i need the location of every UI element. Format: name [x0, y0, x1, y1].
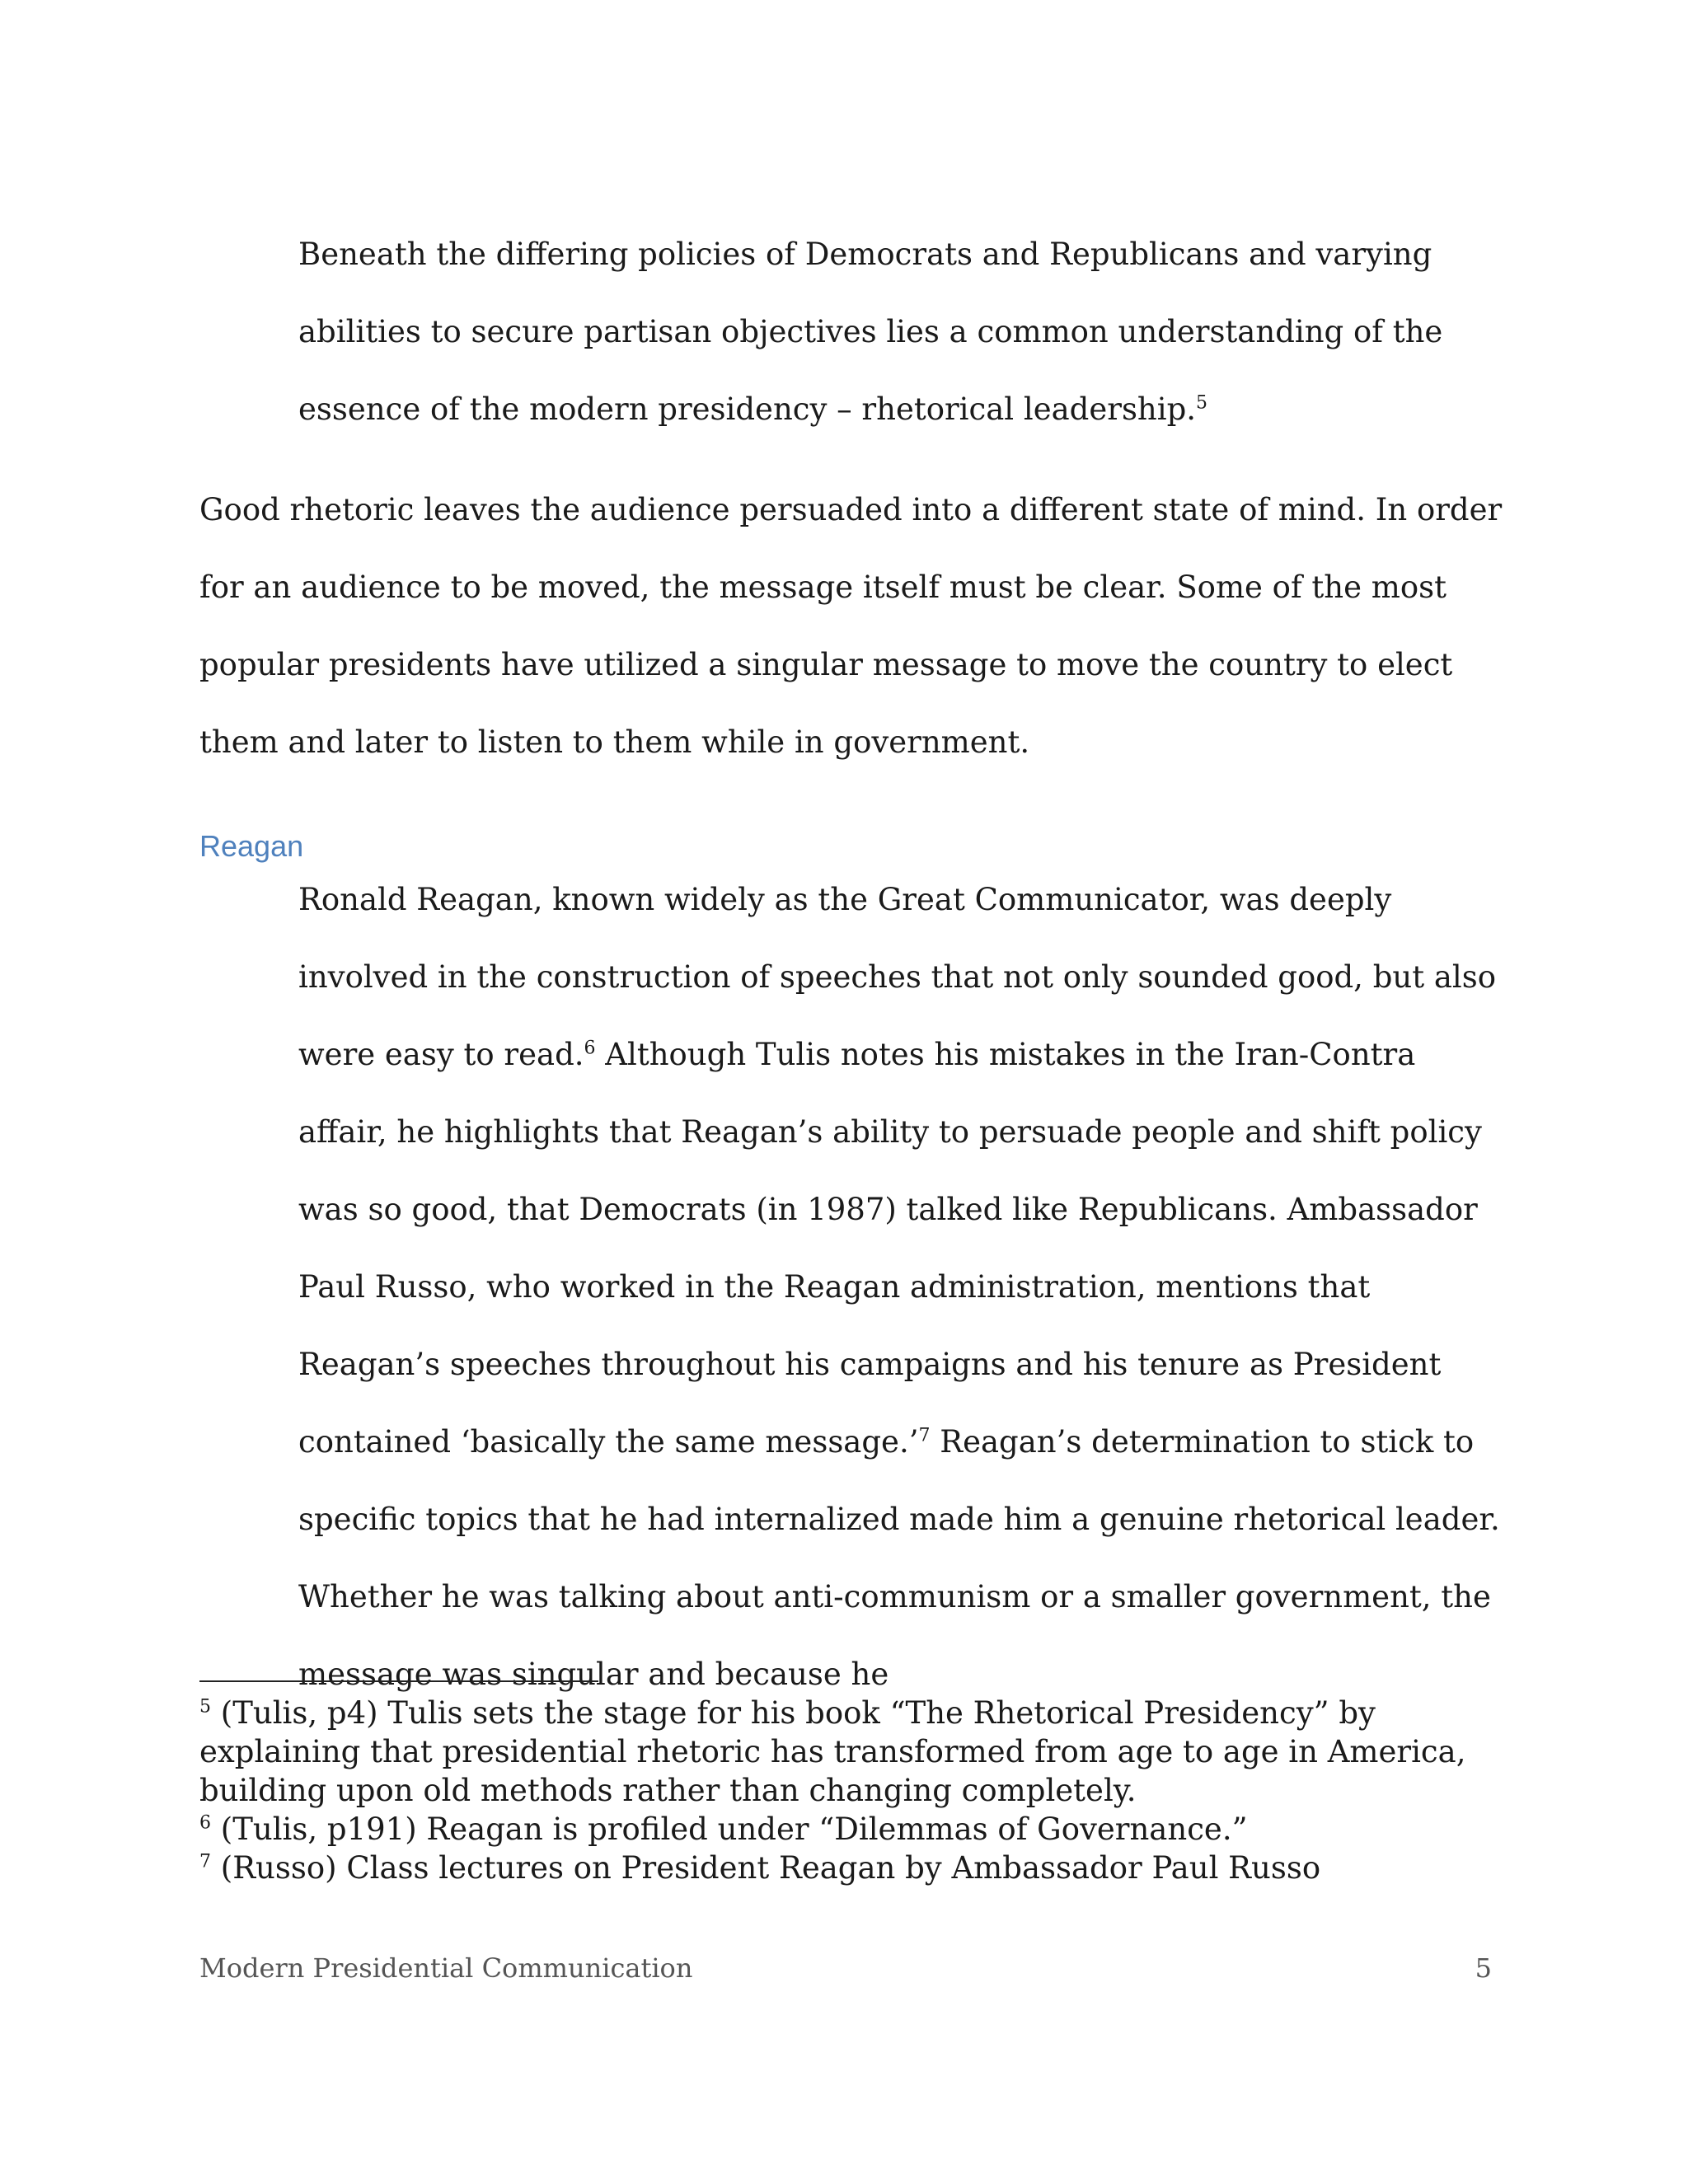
- footnotes: [199, 1694, 1510, 1887]
- paragraph-part-2: Although Tulis notes his mistakes in the Iran-Contra affair, he highlights that Reagan’s ability to persuade people and shift policy was so good, that Democrats (in 1987) talked like Republicans. Ambassador Paul Russo, who worked in the Reagan administration, mentions that Reagan’s speeches throughout his campaigns and his tenure as President contained ‘basically the same message.’: [298, 1037, 1482, 1460]
- paragraph-part-1: Ronald Reagan, known widely as the Great Communicator, was deeply involved in the construction of speeches that not only sounded good, but also were easy to read.: [298, 882, 1497, 1072]
- footnote-text: (Tulis, p4) Tulis sets the stage for his book “The Rhetorical Presidency” by explaining that presidential rhetoric has transformed from age to age in America, building upon old methods rather than changing completely.: [199, 1695, 1466, 1808]
- block-quote-text: Beneath the differing policies of Democrats and Republicans and varying abilities to secure partisan objectives lies a common understanding of the essence of the modern presidency – rhetorical leadership.: [298, 237, 1443, 427]
- paragraph-part-3: Reagan’s determination to stick to specific topics that he had internalized made him a genuine rhetorical leader. Whether he was talking about anti-communism or a smaller government, the message was singular and because he: [298, 1424, 1500, 1692]
- paragraph-reagan: [199, 861, 1510, 1713]
- footnote-text: (Tulis, p191) Reagan is profiled under “Dilemmas of Governance.”: [211, 1811, 1248, 1847]
- paragraph-rhetoric: [199, 471, 1510, 781]
- footnote-ref-6[interactable]: 6: [584, 1038, 596, 1059]
- footer-title: Modern Presidential Communication: [199, 1952, 693, 1984]
- paragraph-text: Good rhetoric leaves the audience persuaded into a different state of mind. In order for an audience to be moved, the message itself must be clear. Some of the most popular presidents have utilized a singular message to move the country to elect them and later to listen to them while in government.: [199, 492, 1503, 760]
- footnote-ref-5[interactable]: 5: [1196, 392, 1208, 414]
- section-heading-reagan: Reagan: [199, 829, 304, 863]
- block-quote: [298, 216, 1502, 448]
- footnote-ref-7[interactable]: 7: [918, 1425, 931, 1446]
- footnote-number: 7: [199, 1851, 211, 1872]
- footnote-text: (Russo) Class lectures on President Reagan by Ambassador Paul Russo: [211, 1850, 1321, 1886]
- paragraph-text: [199, 861, 1510, 1713]
- footnote-7: [199, 1849, 1510, 1887]
- footnote-6: [199, 1810, 1510, 1849]
- footnote-separator: [199, 1680, 598, 1682]
- page-number: 5: [1475, 1952, 1492, 1984]
- footnote-number: 5: [199, 1696, 211, 1718]
- footnote-5: [199, 1694, 1510, 1810]
- footnote-number: 6: [199, 1812, 211, 1834]
